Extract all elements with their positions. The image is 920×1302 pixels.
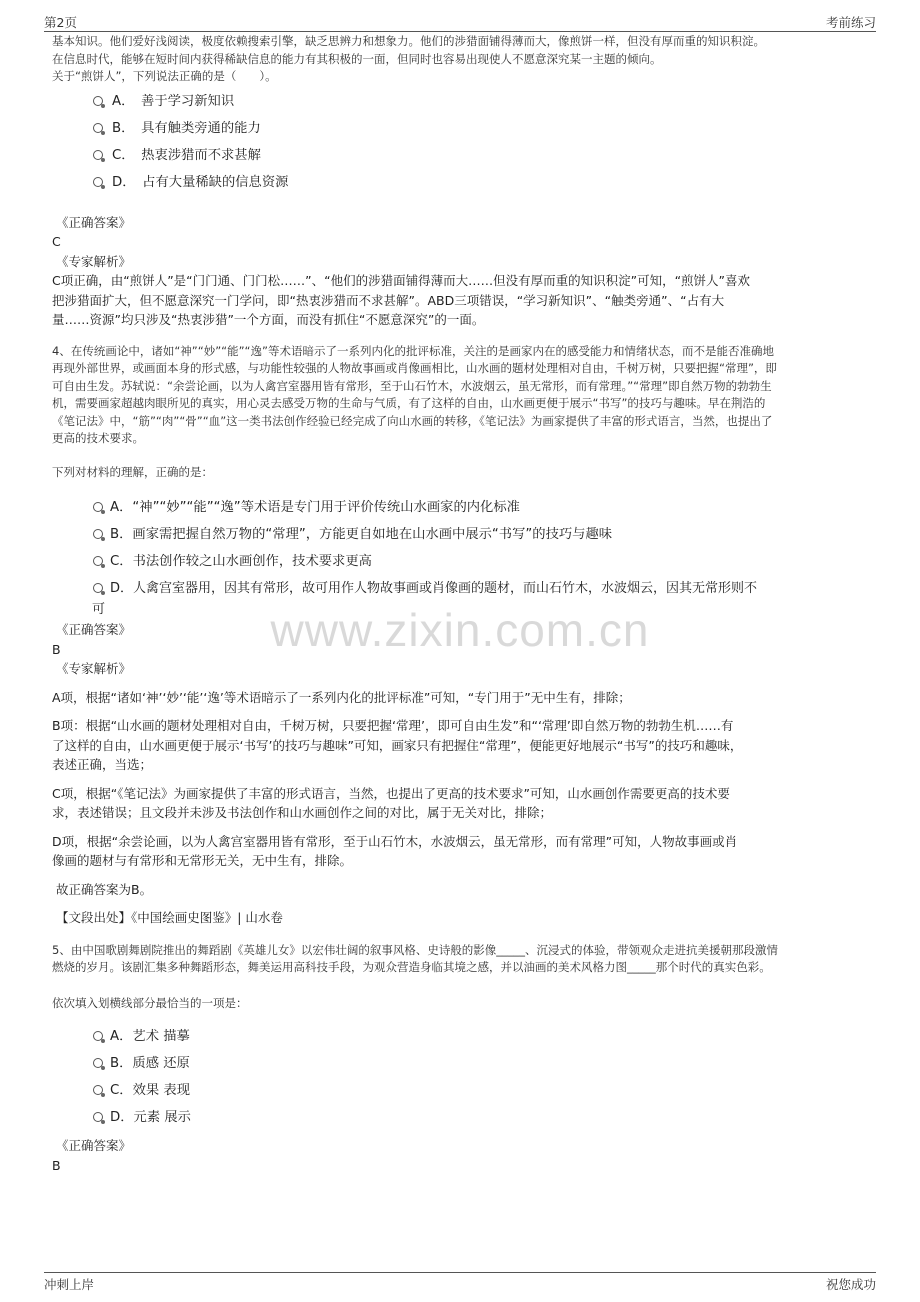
radio-icon[interactable] (93, 583, 103, 593)
option-d[interactable]: D． 占有大量稀缺的信息资源 (52, 172, 866, 193)
analysis-a: A项，根据“诸如‘神’‘妙’‘能’‘逸’等术语暗示了一系列内化的批评标准”可知，“专门用于”无中生有，排除； (52, 689, 631, 705)
passage-line: 《笔记法》中，“筋”“肉”“骨”“血”这一类书法创作经验已经完成了向山水画的转移，《笔记法》为画家提供了丰富的形式语言，当然，也提出了 (52, 413, 773, 428)
page-footer (44, 1272, 876, 1293)
watermark: www.zixin.com.cn (270, 604, 650, 656)
question-5 (52, 942, 866, 1176)
option-a[interactable]: A．艺术 描摹 (52, 1026, 866, 1047)
answer-label: 《正确答案》 (56, 622, 132, 637)
answer-value: B (52, 641, 61, 657)
footer-right: 祝您成功 (825, 1277, 876, 1292)
source-citation: 【文段出处】《中国绘画史图鉴》| 山水卷 (56, 910, 283, 925)
analysis-label: 《专家解析》 (56, 661, 132, 676)
footer-left: 冲刺上岸 (44, 1277, 95, 1292)
analysis-line: 量……资源”均只涉及“热衷涉猎”一个方面，而没有抓住“不愿意深究”的一面。 (52, 312, 485, 327)
radio-icon[interactable] (93, 529, 103, 539)
passage-line: 在信息时代，能够在短时间内获得稀缺信息的能力有其积极的一面，但同时也容易出现使人不愿意深究某一主题的倾向。 (52, 51, 662, 66)
passage-line: 4、在传统画论中，诸如“神”“妙”“能”“逸”等术语暗示了一系列内化的批评标准，关注的是画家内在的感受能力和情绪状态，而不是能否准确地 (52, 343, 774, 358)
header-title: 考前练习 (825, 15, 876, 30)
option-b[interactable]: B．画家需把握自然万物的“常理”，方能更自如地在山水画中展示“书写”的技巧与趣味 (52, 524, 866, 545)
option-a[interactable]: A．“神”“妙”“能”“逸”等术语是专门用于评价传统山水画家的内化标准 (52, 497, 866, 518)
analysis-b: B项：根据“山水画的题材处理相对自由，千树万树，只要把握‘常理’，即可自由生发”和“‘常理’即自然万物的勃勃生机……有 了这样的自由，山水画更便于展示‘书写’的技巧与趣味”可知，画家只有把握住“常理”，便能更好地展示“书写”的技巧和趣味， 表述正确，当选； (52, 718, 743, 772)
answer-label: 《正确答案》 (56, 1138, 132, 1153)
answer-label: 《正确答案》 (56, 214, 132, 230)
answer-value: C (52, 234, 61, 249)
document-body (52, 33, 866, 1175)
radio-icon[interactable] (93, 123, 103, 133)
question-stem: 关于“煎饼人”，下列说法正确的是（ ）。 (52, 69, 277, 83)
passage-line: 基本知识。他们爱好浅阅读，极度依赖搜索引擎，缺乏思辨力和想象力。他们的涉猎面铺得薄而大，像煎饼一样，但没有厚而重的知识积淀。 (52, 34, 765, 48)
passage-line: 5、由中国歌剧舞剧院推出的舞蹈剧《英雄儿女》以宏伟壮阔的叙事风格、史诗般的影像_____、沉浸式的体验，带领观众走进抗美援朝那段激情 (52, 942, 779, 957)
conclusion: 故正确答案为B。 (56, 881, 153, 897)
question-4 (52, 343, 866, 928)
question-stem: 下列对材料的理解，正确的是： (52, 464, 213, 479)
option-d[interactable]: D．人禽宫室器用，因其有常形，故可用作人物故事画或肖像画的题材，而山石竹木，水波烟云，因其无常形则不 (52, 578, 866, 599)
option-d-continued: 可 (92, 602, 106, 617)
radio-icon[interactable] (93, 1085, 103, 1095)
radio-icon[interactable] (93, 502, 103, 512)
question-stem: 依次填入划横线部分最恰当的一项是： (52, 995, 248, 1010)
radio-icon[interactable] (93, 1031, 103, 1041)
radio-icon[interactable] (93, 1112, 103, 1122)
option-c[interactable]: C．效果 表现 (52, 1080, 866, 1101)
radio-icon[interactable] (93, 150, 103, 160)
option-b[interactable]: B． 具有触类旁通的能力 (52, 118, 866, 139)
radio-icon[interactable] (93, 556, 103, 566)
option-d[interactable]: D．元素 展示 (52, 1107, 866, 1128)
question-3 (52, 33, 866, 330)
page-header (44, 13, 876, 32)
option-b[interactable]: B．质感 还原 (52, 1053, 866, 1074)
passage-line: 机，需要画家超越肉眼所见的真实，用心灵去感受万物的生命与气质，有了这样的自由，山水画更便于展示“书写”的技巧与趣味。早在荆浩的 (52, 396, 766, 410)
option-a[interactable]: A． 善于学习新知识 (52, 91, 866, 112)
passage-line: 再现外部世界，或画面本身的形式感，与功能性较强的人物故事画或肖像画相比，山水画的题材处理相对自由，千树万树，只要把握“常理”，即 (52, 361, 777, 375)
radio-icon[interactable] (93, 177, 103, 187)
passage-line: 可自由生发。苏轼说：“余尝论画，以为人禽宫室器用皆有常形，至于山石竹木，水波烟云，虽无常形，而有常理。”“常理”即自然万物的勃勃生 (52, 378, 772, 393)
radio-icon[interactable] (93, 96, 103, 106)
analysis-c: C项，根据“《笔记法》为画家提供了丰富的形式语言，当然，也提出了更高的技术要求”可知，山水画创作需要更高的技术要 求，表述错误；且文段并未涉及书法创作和山水画创作之间的对比，属于无关对比，排除； (52, 785, 730, 820)
option-c[interactable]: C． 热衷涉猎而不求甚解 (52, 145, 866, 166)
analysis-line: C项正确，由“煎饼人”是“门门通、门门松……”、“他们的涉猎面铺得薄而大……但没有厚而重的知识积淀”可知，“煎饼人”喜欢 (52, 273, 751, 288)
option-c[interactable]: C．书法创作较之山水画创作，技术要求更高 (52, 551, 866, 572)
page-number: 第2页 (44, 15, 77, 30)
passage-line: 燃烧的岁月。该剧汇集多种舞蹈形态，舞美运用高科技手段，为观众营造身临其境之感，并以油画的美术风格力图_____那个时代的真实色彩。 (52, 960, 771, 974)
radio-icon[interactable] (93, 1058, 103, 1068)
analysis-label: 《专家解析》 (56, 253, 132, 269)
passage-line: 更高的技术要求。 (52, 431, 144, 445)
analysis-d: D项，根据“余尝论画，以为人禽宫室器用皆有常形，至于山石竹木，水波烟云，虽无常形，而有常理”可知，人物故事画或肖 像画的题材与有常形和无常形无关，无中生有，排除。 (52, 833, 738, 868)
answer-value: B (52, 1157, 61, 1173)
analysis-line: 把涉猎面扩大，但不愿意深究一门学问，即“热衷涉猎而不求甚解”。ABD三项错误，“学习新知识”、“触类旁通”、“占有大 (52, 292, 725, 308)
